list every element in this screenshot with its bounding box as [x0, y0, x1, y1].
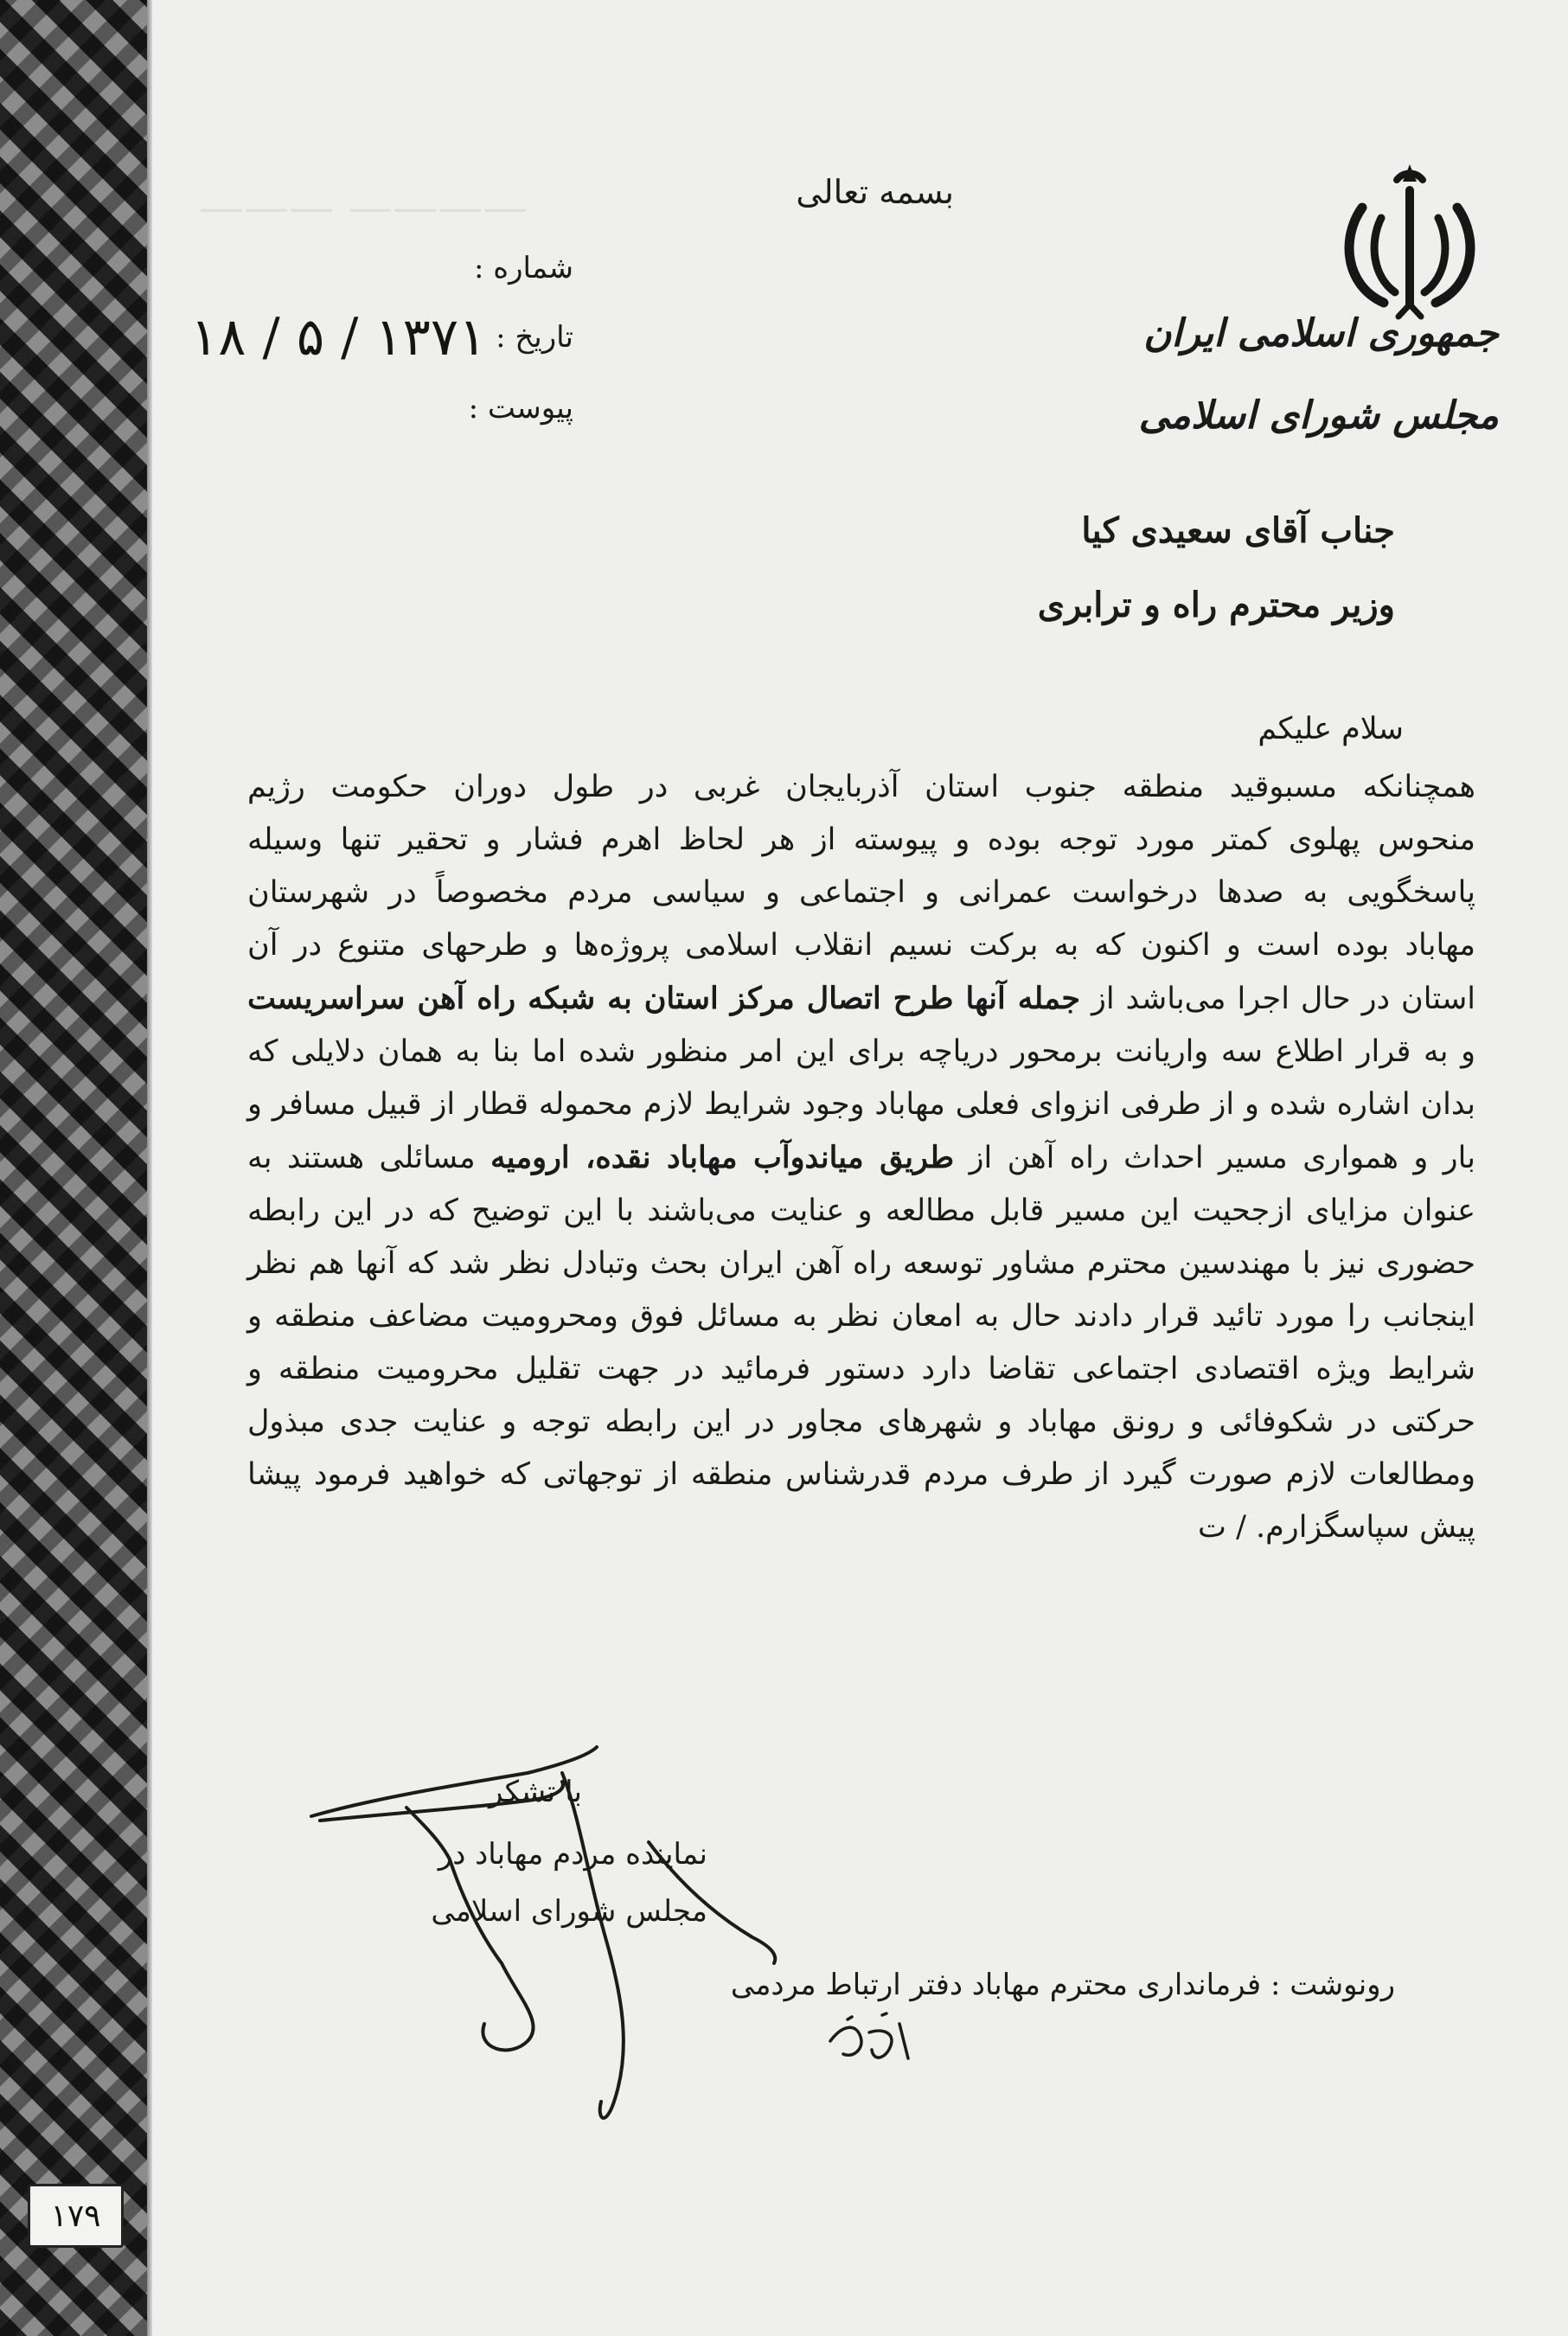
org-name-line1: جمهوری اسلامی ایران [1143, 311, 1499, 355]
handwritten-signature [303, 1738, 787, 2145]
addressee-title: وزیر محترم راه و ترابری [1037, 585, 1395, 625]
body-line: همچنانکه مسبوقید منطقه جنوب استان آذربایجان غربی در طول دوران حکومت رژیم [247, 770, 1475, 804]
body-line: پاسخگویی به صدها درخواست عمرانی و اجتماعی و سیاسی مردم مخصوصاً در شهرستان [247, 875, 1475, 910]
closing-thanks: با تشکر [489, 1775, 582, 1809]
body-line-text: مسائلی هستند به [247, 1141, 490, 1175]
body-line-text: استان در حال اجرا می‌باشد از [1079, 982, 1475, 1016]
bleed-through: ———— ——— [199, 182, 528, 234]
body-line: و به قرار اطلاع سه واریانت برمحور دریاچه برای این امر منظور شده اما بنا به همان دلایلی که [247, 1034, 1475, 1069]
body-line: پیش سپاسگزارم. / ت [1198, 1510, 1475, 1545]
body-line: منحوس پهلوی کمتر مورد توجه بوده و پیوسته از هر لحاظ اهرم فشار و تحقیر تنها وسیله [247, 822, 1475, 857]
body-line [247, 1131, 1475, 1185]
addressee-name: جناب آقای سعیدی کیا [1081, 510, 1395, 551]
date-label: تاریخ : [496, 320, 573, 355]
body-line: بدان اشاره شده و از طرفی انزوای فعلی مهاباد وجود شرایط لازم محموله قطار از قبیل مسافر و [247, 1087, 1475, 1122]
org-name-line2: مجلس شورای اسلامی [1138, 394, 1499, 438]
carbon-copy-line: رونوشت : فرمانداری محترم مهاباد دفتر ارتباط مردمی [730, 1968, 1395, 2002]
body-line: عنوان مزایای ازجحیت این مسیر قابل مطالعه و عنایت می‌باشند با این توضیح که در این رابطه [247, 1194, 1475, 1228]
number-label: شماره : [474, 251, 573, 285]
body-line: ومطالعات لازم صورت گیرد از طرف مردم قدرشناس منطقه از توجهاتی که خواهید فرمود پیشا [247, 1457, 1475, 1492]
body-line: حضوری نیز با مهندسین محترم مشاور توسعه راه آهن ایران بحث وتبادل نظر شد که آنها هم نظر [247, 1246, 1475, 1281]
page-number: ۱۷۹ [28, 2184, 124, 2248]
binding-strip [0, 0, 147, 2336]
letter-body [247, 761, 1475, 1554]
signer-line2: مجلس شورای اسلامی [431, 1894, 707, 1929]
handwritten-initials [822, 2006, 925, 2076]
signer-line1: نماینده مردم مهاباد در [438, 1837, 707, 1872]
greeting: سلام علیکم [1258, 712, 1404, 746]
body-line: اینجانب را مورد تائید قرار دادند حال به امعان نظر به مسائل فوق ومحرومیت مضاعف منطقه و [247, 1299, 1475, 1334]
body-line: حرکتی در شکوفائی و رونق مهاباد و شهرهای مجاور در این رابطه توجه و عنایت جدی مبذول [247, 1405, 1475, 1439]
body-line: مهاباد بوده است و اکنون که به برکت نسیم انقلاب اسلامی پروژه‌ها و طرحهای متنوع در آن [247, 928, 1475, 963]
body-line: شرایط ویژه اقتصادی اجتماعی تقاضا دارد دستور فرمائید در جهت تقلیل محرومیت منطقه و [247, 1352, 1475, 1386]
body-line [247, 972, 1475, 1026]
attachment-label: پیوست : [468, 391, 573, 426]
body-line-bold: طریق میاندوآب مهاباد نقده، ارومیه [490, 1140, 955, 1175]
bismillah-heading: بسمه تعالی [796, 173, 954, 211]
iran-emblem-icon [1336, 156, 1483, 320]
body-line-bold: جمله آنها طرح اتصال مرکز استان به شبکه راه آهن سراسریست [247, 981, 1080, 1016]
date-value: ۱۸ / ۵ / ۱۳۷۱ [190, 307, 487, 368]
body-line-text: بار و هموارى مسیر احداث راه آهن از [954, 1141, 1475, 1175]
